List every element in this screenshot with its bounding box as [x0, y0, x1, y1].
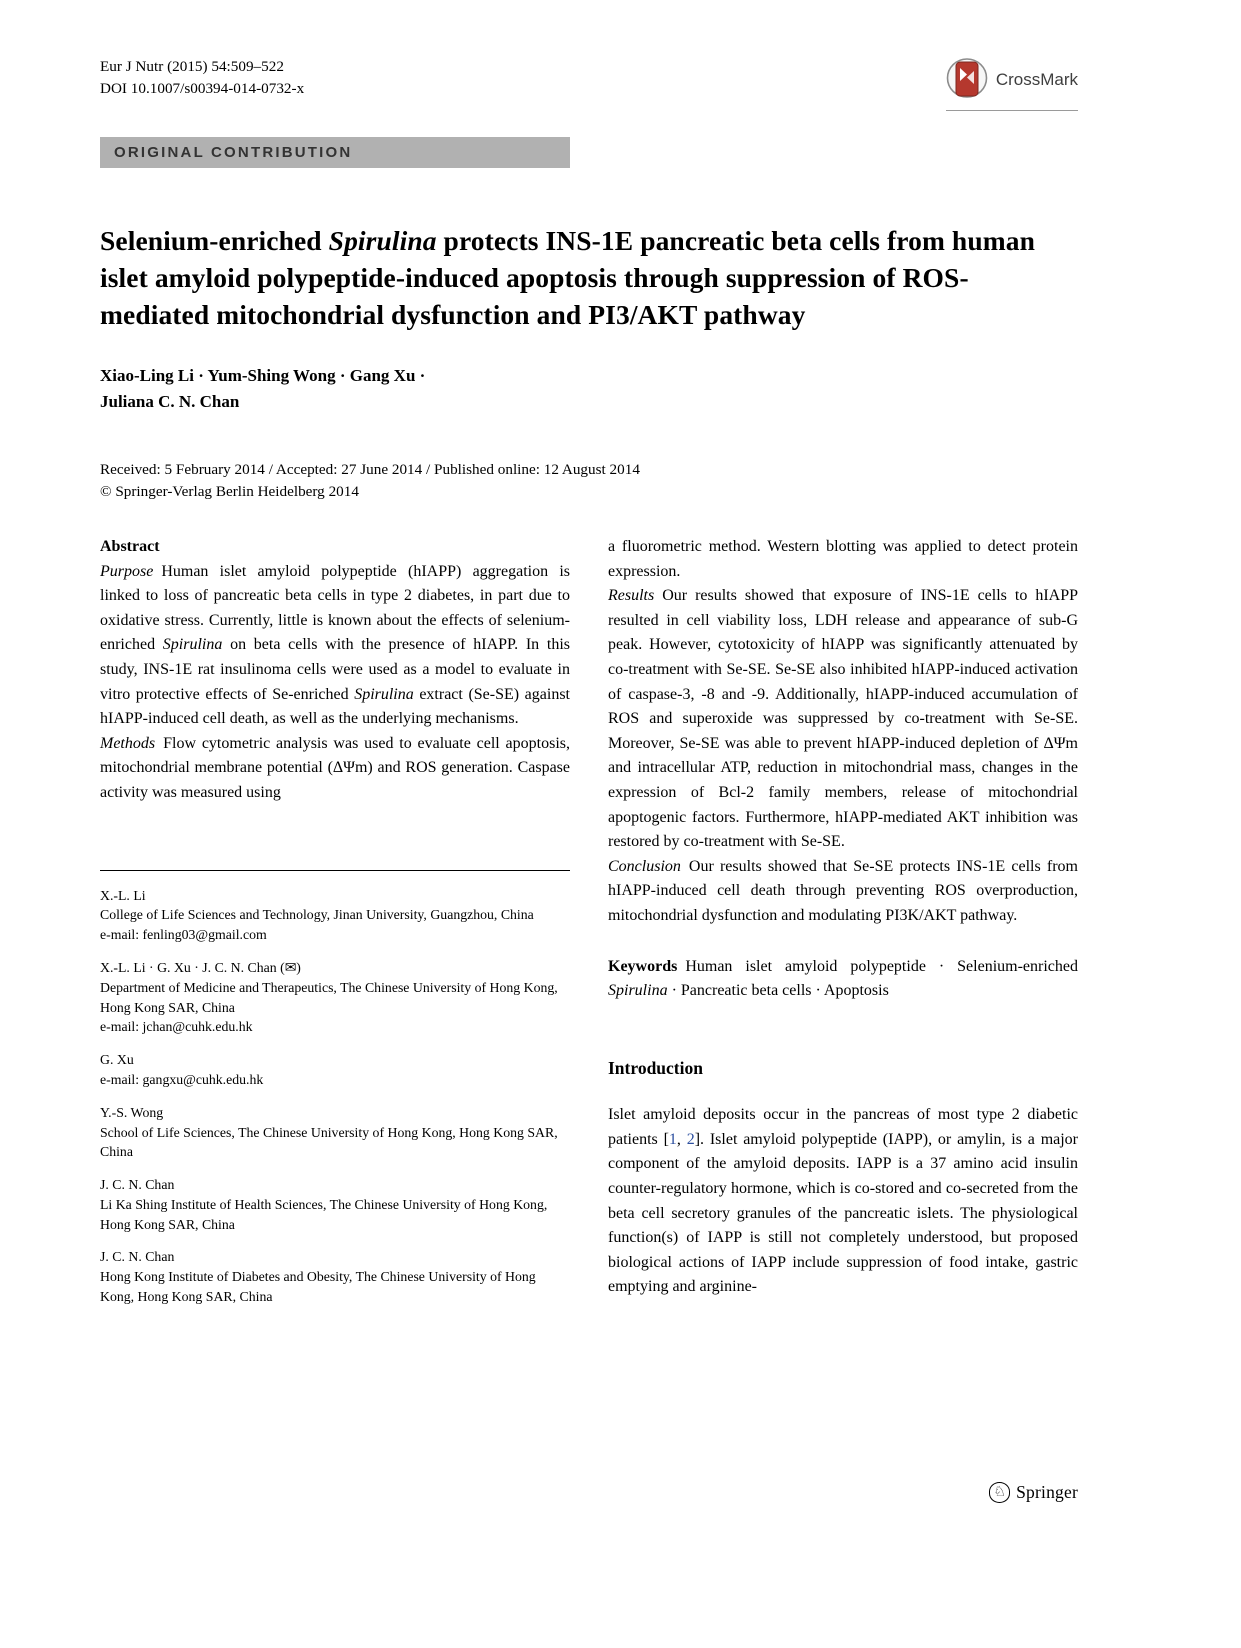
abstract-conclusion-paragraph [608, 855, 1078, 929]
author-line-2: Juliana C. N. Chan [100, 392, 240, 411]
footnote-block [100, 1103, 570, 1162]
footnote-affiliation: Department of Medicine and Therapeutics, The Chinese University of Hong Kong, Hong Kong SAR, China [100, 979, 558, 1015]
crossmark-icon [946, 58, 988, 102]
title-text-2: protects INS-1E pancreatic beta cells from human islet amyloid polypeptide-induced apoptosis through suppression of ROS-mediated mitochondrial dysfunction and PI3/AKT pathway [100, 225, 1035, 330]
footnote-affiliation: Li Ka Shing Institute of Health Sciences, The Chinese University of Hong Kong, Hong Kong SAR, China [100, 1196, 548, 1232]
springer-logo [989, 1482, 1078, 1503]
author-line-1: Xiao-Ling Li · Yum-Shing Wong · Gang Xu · [100, 366, 426, 385]
footnote-block [100, 886, 570, 945]
results-text: Our results showed that exposure of INS-1E cells to hIAPP resulted in cell viability loss, LDH release and appearance of sub-G peak. However, cytotoxicity of hIAPP was significantly attenuated by co-treatment with Se-SE. Se-SE also inhibited hIAPP-induced activation of caspase-3, -8 and -9. Additionally, hIAPP-induced accumulation of ROS and superoxide was suppressed by co-treatment with Se-SE. Moreover, Se-SE was able to prevent hIAPP-induced depletion of ΔΨm and intracellular ATP, reduction in mitochondrial mass, changes in the expression of Bcl-2 family members, release of mitochondrial apoptogenic factors. Furthermore, hIAPP-mediated AKT inhibition was restored by co-treatment with Se-SE. [608, 587, 1078, 851]
results-label: Results [608, 587, 655, 605]
keywords-italic-spirulina: Spirulina [608, 982, 668, 1000]
springer-horse-icon: ♘ [989, 1482, 1010, 1503]
content [100, 56, 1078, 1307]
purpose-text-1: Human islet amyloid polypeptide (hIAPP) aggregation is linked to loss of pancreatic beta cells in type 2 diabetes, in part due to oxidative stress. Currently, little is known about the effects of selenium-enriched [100, 562, 570, 654]
keywords-text-2: · Pancreatic beta cells · Apoptosis [667, 982, 889, 1000]
footnote-affiliation: Hong Kong Institute of Diabetes and Obesity, The Chinese University of Hong Kong, Hong Kong SAR, China [100, 1269, 536, 1305]
title-text-1: Selenium-enriched [100, 225, 329, 256]
right-column [608, 535, 1078, 1307]
introduction-paragraph [608, 1103, 1078, 1300]
citation-link-1[interactable]: 1 [668, 1130, 677, 1148]
footnote-email: e-mail: jchan@cuhk.edu.hk [100, 1019, 253, 1035]
publication-dates [100, 459, 1078, 502]
copyright-line: © Springer-Verlag Berlin Heidelberg 2014 [100, 482, 359, 500]
keywords-text-1: Human islet amyloid polypeptide · Selenium-enriched [685, 957, 1078, 975]
doi-line: DOI 10.1007/s00394-014-0732-x [100, 79, 305, 97]
purpose-label: Purpose [100, 562, 154, 580]
footnote-affiliation: College of Life Sciences and Technology, Jinan University, Guangzhou, China [100, 907, 534, 923]
purpose-text-2: on beta cells with the presence of hIAPP. In this study, INS-1E rat insulinoma cells were used as a model to evaluate in vitro protective effects of Se-enriched [100, 636, 571, 703]
intro-text-3: ]. Islet amyloid polypeptide (IAPP), or amylin, is a major component of the amyloid deposits. IAPP is a 37 amino acid insulin counter-regulatory hormone, which is co-stored and co-secreted from the beta cell secretory granules of the pancreatic islets. The physiological function(s) of IAPP is still not completely understood, but proposed biological actions of IAPP include suppression of food intake, gastric emptying and arginine- [608, 1130, 1079, 1296]
conclusion-label: Conclusion [608, 857, 681, 875]
purpose-italic-spirulina-1: Spirulina [162, 636, 223, 654]
methods-label: Methods [100, 734, 156, 752]
abstract-results-paragraph [608, 584, 1078, 855]
affiliations-footnote-block [100, 870, 570, 1307]
section-banner: ORIGINAL CONTRIBUTION [100, 137, 570, 168]
abstract-heading: Abstract [100, 538, 160, 555]
footnote-author: G. Xu [100, 1052, 134, 1068]
footnote-block [100, 958, 570, 1037]
abstract-purpose-paragraph [100, 560, 570, 732]
purpose-italic-spirulina-2: Spirulina [354, 685, 414, 703]
springer-wordmark: Springer [1016, 1482, 1078, 1502]
title-italic-spirulina: Spirulina [328, 225, 437, 256]
intro-text-2: , [676, 1130, 687, 1148]
received-accepted-line: Received: 5 February 2014 / Accepted: 27 June 2014 / Published online: 12 August 2014 [100, 461, 640, 478]
footnote-email: e-mail: fenling03@gmail.com [100, 927, 267, 943]
left-column [100, 535, 570, 1307]
page-header [100, 56, 1078, 111]
keywords-paragraph [608, 955, 1078, 1004]
footnote-block [100, 1050, 570, 1090]
crossmark-label: CrossMark [995, 70, 1078, 89]
introduction-heading: Introduction [608, 1057, 703, 1078]
footnote-author: Y.-S. Wong [100, 1104, 164, 1120]
journal-meta [100, 56, 304, 99]
footnote-block [100, 1175, 570, 1234]
footnote-author: X.-L. Li · G. Xu · J. C. N. Chan (✉) [100, 959, 301, 975]
two-column-body [100, 535, 1078, 1307]
abstract-methods-continuation: a fluorometric method. Western blotting was applied to detect protein expression. [608, 538, 1078, 580]
intro-text-1: Islet amyloid deposits occur in the pancreas of most type 2 diabetic patients [ [608, 1106, 1078, 1148]
crossmark-badge[interactable] [946, 58, 1078, 111]
footnote-affiliation: School of Life Sciences, The Chinese University of Hong Kong, Hong Kong SAR, China [100, 1124, 558, 1160]
author-list [100, 363, 1078, 415]
footnote-author: J. C. N. Chan [100, 1177, 175, 1193]
citation-link-2[interactable]: 2 [686, 1130, 695, 1148]
footnote-author: J. C. N. Chan [100, 1249, 175, 1265]
keywords-label: Keywords [608, 957, 678, 975]
methods-text: Flow cytometric analysis was used to evaluate cell apoptosis, mitochondrial membrane potential (ΔΨm) and ROS generation. Caspase activity was measured using [100, 734, 570, 801]
footnote-author: X.-L. Li [100, 887, 146, 903]
conclusion-text: Our results showed that Se-SE protects INS-1E cells from hIAPP-induced cell death through preventing ROS overproduction, mitochondrial dysfunction and modulating PI3K/AKT pathway. [608, 857, 1078, 924]
purpose-text-3: extract (Se-SE) against hIAPP-induced cell death, as well as the underlying mechanisms. [100, 685, 571, 728]
abstract-methods-paragraph [100, 732, 570, 806]
footnote-email: e-mail: gangxu@cuhk.edu.hk [100, 1071, 264, 1087]
article-title [100, 222, 1065, 333]
footnote-block [100, 1247, 570, 1306]
journal-citation: Eur J Nutr (2015) 54:509–522 [100, 58, 284, 75]
